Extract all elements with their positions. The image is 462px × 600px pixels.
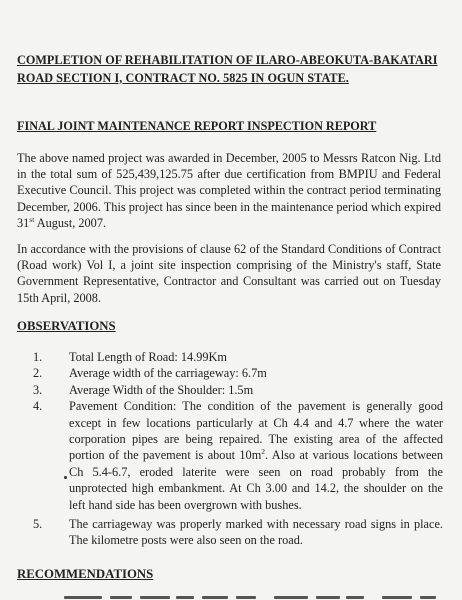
observation-item xyxy=(33,365,443,381)
cropped-text-line xyxy=(64,592,444,600)
document-title: COMPLETION OF REHABILITATION OF ILARO-ABEOKUTA-BAKATARI ROAD SECTION I, CONTRACT NO. 5825 IN OGUN STATE. xyxy=(17,53,438,85)
observation-number: 4. xyxy=(33,399,43,414)
intro-paragraph-superscript: st xyxy=(29,214,35,224)
observation-text: Average width of the carriageway: 6.7m xyxy=(69,366,267,381)
observation-text: Average Width of the Shoulder: 1.5m xyxy=(69,382,254,397)
observation-text-end: . Also at various locations between Ch 5.4-6.7, eroded laterite were seen on road probably from the unprotected high embankment. At Ch 3.00 and 14.2, the shoulder on the left hand side has been overgrown with bushes. xyxy=(69,448,444,512)
observation-item xyxy=(33,349,443,365)
observation-number: 2. xyxy=(33,366,43,381)
scan-speck xyxy=(64,476,67,479)
observation-text: The carriageway was properly marked with necessary road signs in place. The kilometre posts were also seen on the road. xyxy=(69,517,443,548)
intro-paragraph-text: The above named project was awarded in December, 2005 to Messrs Ratcon Nig. Ltd in the total sum of 525,439,125.75 after due certification from BMPIU and Federal Executive Council. This project was completed within the contract period terminating December, 2006. This project has since been in the maintenance period which expired 31 xyxy=(17,151,441,230)
inspection-paragraph: In accordance with the provisions of clause 62 of the Standard Conditions of Contract (Road work) Vol I, a joint site inspection comprising of the Ministry's staff, State Government Representative, Contractor and Consultant was carried out on Tuesday 15th April, 2008. xyxy=(17,242,441,305)
observation-item xyxy=(33,382,443,398)
observation-item xyxy=(33,398,443,513)
observation-text: Total Length of Road: 14.99Km xyxy=(69,350,227,364)
intro-paragraph-text-end: August, 2007. xyxy=(34,215,107,230)
observation-number: 1. xyxy=(33,350,43,364)
observations-list xyxy=(33,349,443,549)
report-subtitle: FINAL JOINT MAINTENANCE REPORT INSPECTION REPORT xyxy=(17,119,377,133)
intro-paragraph xyxy=(17,150,441,231)
observations-heading: OBSERVATIONS xyxy=(17,319,116,333)
observation-text: Pavement Condition: The condition of the pavement is generally good except in few locations particularly at Ch 4.4 and 4.7 where the water corporation pipes are being repaired. The existing area of the affected portion of the pavement is about 10m xyxy=(69,399,443,463)
recommendations-heading: RECOMMENDATIONS xyxy=(17,567,154,581)
observation-number: 3. xyxy=(33,382,43,397)
observation-superscript: 2 xyxy=(261,447,266,457)
observation-item xyxy=(33,516,443,549)
observation-number: 5. xyxy=(33,517,43,532)
